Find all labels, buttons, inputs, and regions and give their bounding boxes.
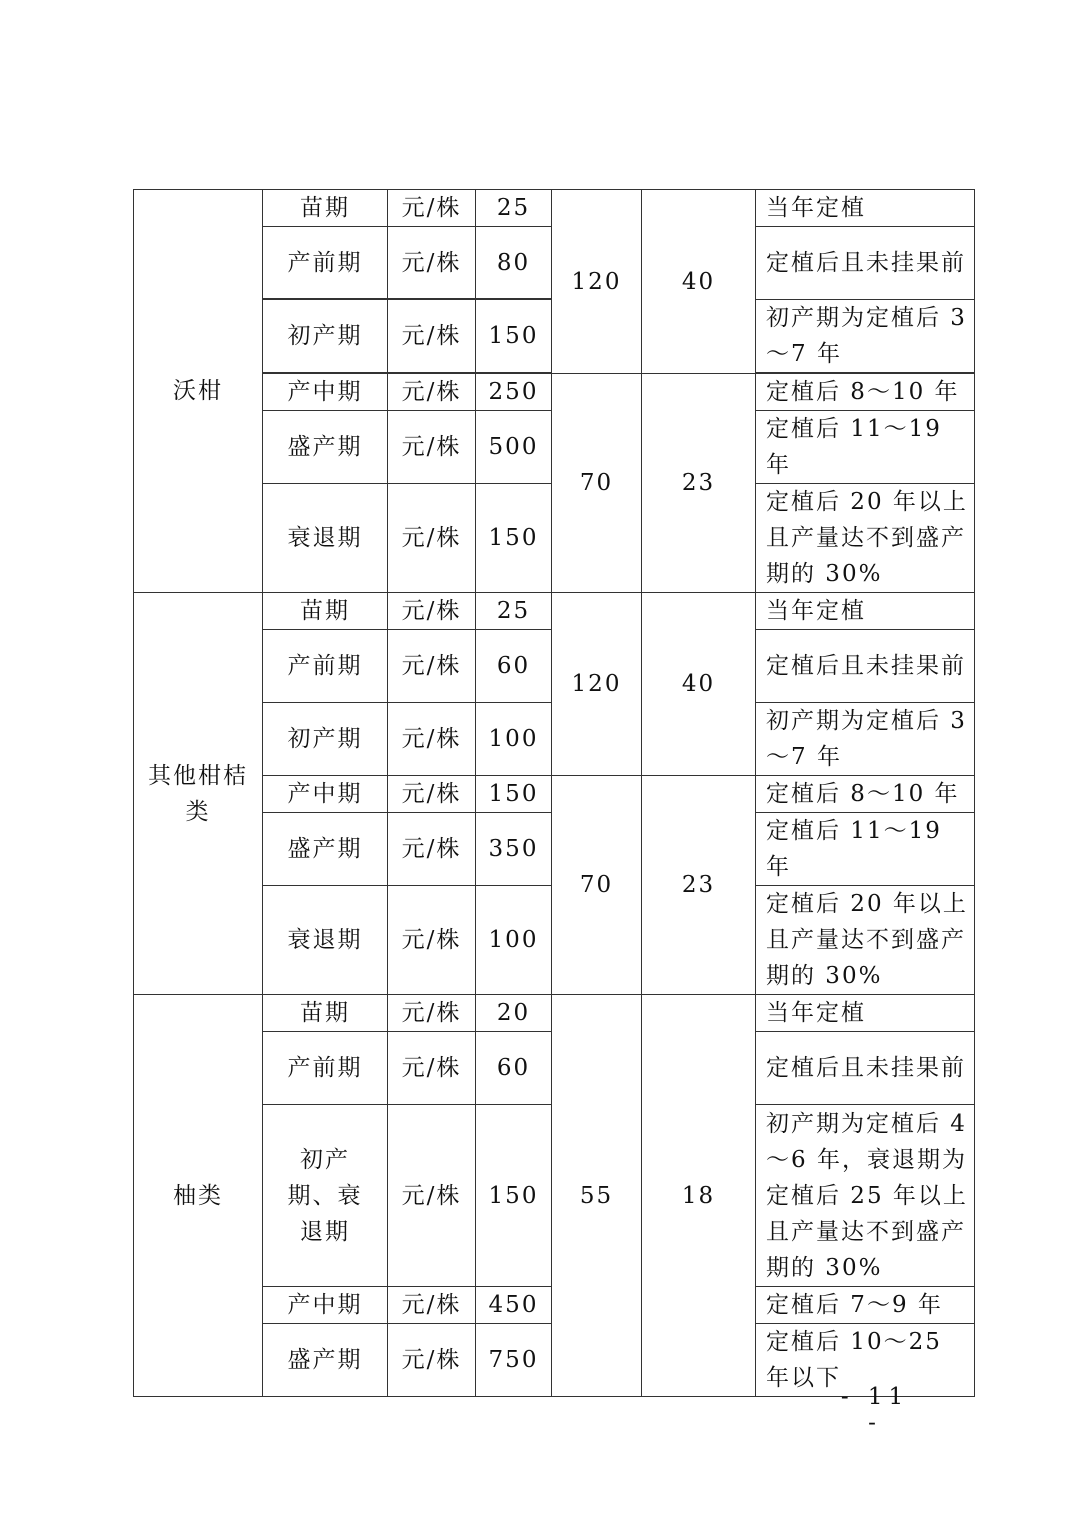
- merged-value-b: 23: [642, 374, 756, 593]
- stage-cell: 衰退期: [263, 484, 388, 593]
- value-cell: 450: [476, 1287, 552, 1324]
- value-cell: 60: [476, 630, 552, 703]
- value-cell: 150: [476, 776, 552, 813]
- note-cell: 定植后 8～10 年: [756, 374, 975, 411]
- unit-cell: 元/株: [388, 886, 476, 995]
- value-cell: 80: [476, 227, 552, 299]
- compensation-table: [133, 189, 975, 1397]
- unit-cell: 元/株: [388, 374, 476, 411]
- note-cell: 定植后 8～10 年: [756, 776, 975, 813]
- stage-cell: 初产期、衰退期: [263, 1105, 388, 1287]
- stage-cell: 盛产期: [263, 411, 388, 484]
- merged-value-b: 18: [642, 995, 756, 1397]
- value-cell: 150: [476, 1105, 552, 1287]
- note-cell: 定植后 11～19 年: [756, 411, 975, 484]
- stage-cell: 产前期: [263, 630, 388, 703]
- stage-cell: 苗期: [263, 190, 388, 227]
- stage-cell: 盛产期: [263, 1324, 388, 1397]
- stage-cell: 初产期: [263, 703, 388, 776]
- merged-value-b: 40: [642, 190, 756, 374]
- value-cell: 100: [476, 703, 552, 776]
- stage-cell: 苗期: [263, 593, 388, 630]
- value-cell: 500: [476, 411, 552, 484]
- note-cell: 定植后 20 年以上且产量达不到盛产期的 30%: [756, 886, 975, 995]
- stage-cell: 产前期: [263, 1032, 388, 1105]
- stage-cell: 初产期: [263, 300, 388, 373]
- merged-value-a: 70: [552, 374, 642, 593]
- value-cell: 250: [476, 374, 552, 411]
- table-row: [134, 190, 975, 227]
- value-cell: 60: [476, 1032, 552, 1105]
- category-cell: 柚类: [134, 995, 263, 1397]
- note-cell: 当年定植: [756, 190, 975, 227]
- note-cell: 初产期为定植后 3～7 年: [756, 703, 975, 776]
- note-cell: 定植后且未挂果前: [756, 227, 975, 300]
- note-cell: 定植后 7～9 年: [756, 1287, 975, 1324]
- stage-cell: 产中期: [263, 1287, 388, 1324]
- value-cell: 100: [476, 886, 552, 995]
- merged-value-a: 120: [552, 190, 642, 374]
- unit-cell: 元/株: [388, 813, 476, 886]
- unit-cell: 元/株: [388, 776, 476, 813]
- value-cell: 20: [476, 995, 552, 1032]
- page-number: - 11 -: [840, 1384, 910, 1436]
- unit-cell: 元/株: [388, 1105, 476, 1287]
- value-cell: 350: [476, 813, 552, 886]
- unit-cell: 元/株: [388, 411, 476, 484]
- note-cell: 当年定植: [756, 995, 975, 1032]
- table-row: [134, 593, 975, 630]
- merged-value-b: 23: [642, 776, 756, 995]
- merged-value-b: 40: [642, 593, 756, 776]
- note-cell: 定植后且未挂果前: [756, 630, 975, 703]
- note-cell: 初产期为定植后 3～7 年: [756, 300, 975, 373]
- note-cell: 定植后 10～25 年以下: [756, 1324, 975, 1397]
- stage-cell: 苗期: [263, 995, 388, 1032]
- stage-cell: 产中期: [263, 776, 388, 813]
- unit-cell: 元/株: [388, 300, 476, 373]
- value-cell: 25: [476, 593, 552, 630]
- unit-cell: 元/株: [388, 995, 476, 1032]
- merged-value-a: 120: [552, 593, 642, 776]
- category-cell: 其他柑桔类: [134, 593, 263, 995]
- stage-cell: 衰退期: [263, 886, 388, 995]
- stage-cell: 盛产期: [263, 813, 388, 886]
- category-cell: 沃柑: [134, 190, 263, 593]
- note-cell: 初产期为定植后 4～6 年，衰退期为定植后 25 年以上且产量达不到盛产期的 30%: [756, 1105, 975, 1287]
- note-cell: 定植后 20 年以上且产量达不到盛产期的 30%: [756, 484, 975, 593]
- value-cell: 25: [476, 190, 552, 227]
- unit-cell: 元/株: [388, 1287, 476, 1324]
- unit-cell: 元/株: [388, 593, 476, 630]
- table-row: [134, 995, 975, 1032]
- value-cell: 750: [476, 1324, 552, 1397]
- note-cell: 定植后 11～19 年: [756, 813, 975, 886]
- merged-value-a: 70: [552, 776, 642, 995]
- merged-value-a: 55: [552, 995, 642, 1397]
- note-cell: 定植后且未挂果前: [756, 1032, 975, 1105]
- value-cell: 150: [476, 300, 552, 373]
- unit-cell: 元/株: [388, 630, 476, 703]
- unit-cell: 元/株: [388, 703, 476, 776]
- value-cell: 150: [476, 484, 552, 593]
- unit-cell: 元/株: [388, 227, 476, 299]
- note-cell: 当年定植: [756, 593, 975, 630]
- unit-cell: 元/株: [388, 1032, 476, 1105]
- unit-cell: 元/株: [388, 1324, 476, 1397]
- stage-cell: 产前期: [263, 227, 388, 299]
- unit-cell: 元/株: [388, 484, 476, 593]
- stage-cell: 产中期: [263, 374, 388, 411]
- unit-cell: 元/株: [388, 190, 476, 227]
